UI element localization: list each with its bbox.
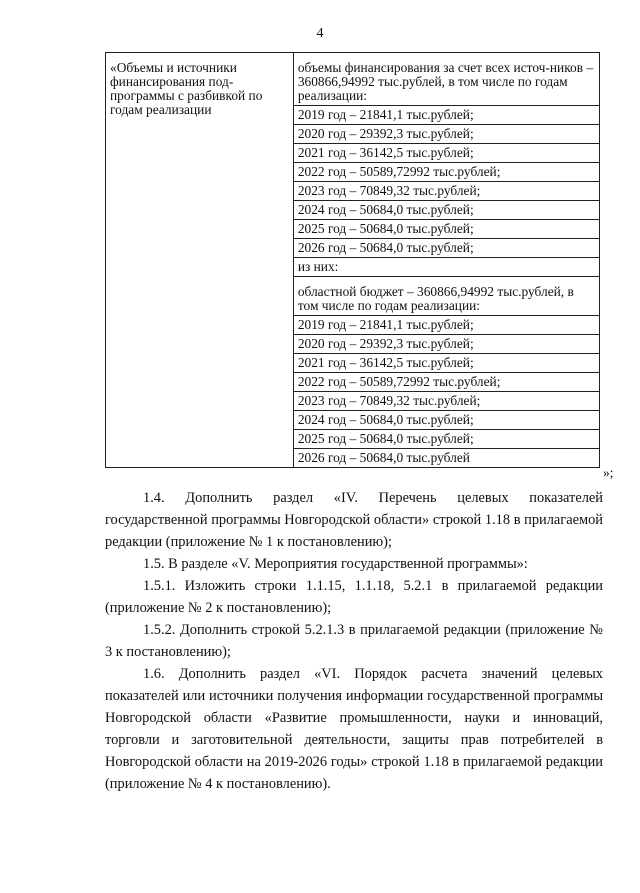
table-cell: 2025 год – 50684,0 тыс.рублей; — [293, 430, 599, 449]
paragraph-1-5-1: 1.5.1. Изложить строки 1.1.15, 1.1.18, 5.2.1 в прилагаемой редакции (приложение № 2 к постановлению); — [105, 578, 603, 616]
closing-quote: »; — [603, 465, 614, 480]
table-cell: 2023 год – 70849,32 тыс.рублей; — [293, 392, 599, 411]
funding-label-cell: «Объемы и источники финансирования под-программы с разбивкой по годам реализации — [106, 53, 294, 468]
table-cell: 2019 год – 21841,1 тыс.рублей; — [293, 316, 599, 335]
table-cell: 2023 год – 70849,32 тыс.рублей; — [293, 182, 599, 201]
table-cell: 2022 год – 50589,72992 тыс.рублей; — [293, 373, 599, 392]
amendment-text — [105, 487, 603, 795]
table-cell: 2021 год – 36142,5 тыс.рублей; — [293, 354, 599, 373]
paragraph-1-5: 1.5. В разделе «V. Мероприятия государственной программы»: — [143, 556, 528, 572]
table-cell: 2026 год – 50684,0 тыс.рублей; — [293, 239, 599, 258]
table-cell: 2020 год – 29392,3 тыс.рублей; — [293, 125, 599, 144]
table-cell: из них: — [293, 258, 599, 277]
page-number: 4 — [316, 26, 324, 41]
table-cell: 2021 год – 36142,5 тыс.рублей; — [293, 144, 599, 163]
table-cell: 2025 год – 50684,0 тыс.рублей; — [293, 220, 599, 239]
paragraph-1-4: 1.4. Дополнить раздел «IV. Перечень целевых показателей государственной программы Новгородской области» строкой 1.18 в прилагаемой редакции (приложение № 1 к постановлению); — [105, 490, 603, 550]
paragraph-1-6: 1.6. Дополнить раздел «VI. Порядок расчета значений целевых показателей или источники получения информации государственной программы Новгородской области «Развитие промышленности, науки и инноваций, торговли и заготовительной деятельности, защиты прав потребителей в Новгородской области на 2019-2026 годы» строкой 1.18 в прилагаемой редакции (приложение № 4 к постановлению). — [105, 666, 603, 792]
table-cell: 2024 год – 50684,0 тыс.рублей; — [293, 201, 599, 220]
table-cell: 2024 год – 50684,0 тыс.рублей; — [293, 411, 599, 430]
table-cell: объемы финансирования за счет всех источ-ников – 360866,94992 тыс.рублей, в том числе по годам реализации: — [293, 53, 599, 106]
table-cell: 2022 год – 50589,72992 тыс.рублей; — [293, 163, 599, 182]
table-row — [106, 53, 600, 106]
paragraph-1-5-2: 1.5.2. Дополнить строкой 5.2.1.3 в прилагаемой редакции (приложение № 3 к постановлению); — [105, 622, 603, 660]
table-cell: 2020 год – 29392,3 тыс.рублей; — [293, 335, 599, 354]
table-cell: 2026 год – 50684,0 тыс.рублей — [293, 449, 599, 468]
table-cell: областной бюджет – 360866,94992 тыс.рублей, в том числе по годам реализации: — [293, 277, 599, 316]
table-cell: 2019 год – 21841,1 тыс.рублей; — [293, 106, 599, 125]
funding-table — [105, 52, 600, 468]
